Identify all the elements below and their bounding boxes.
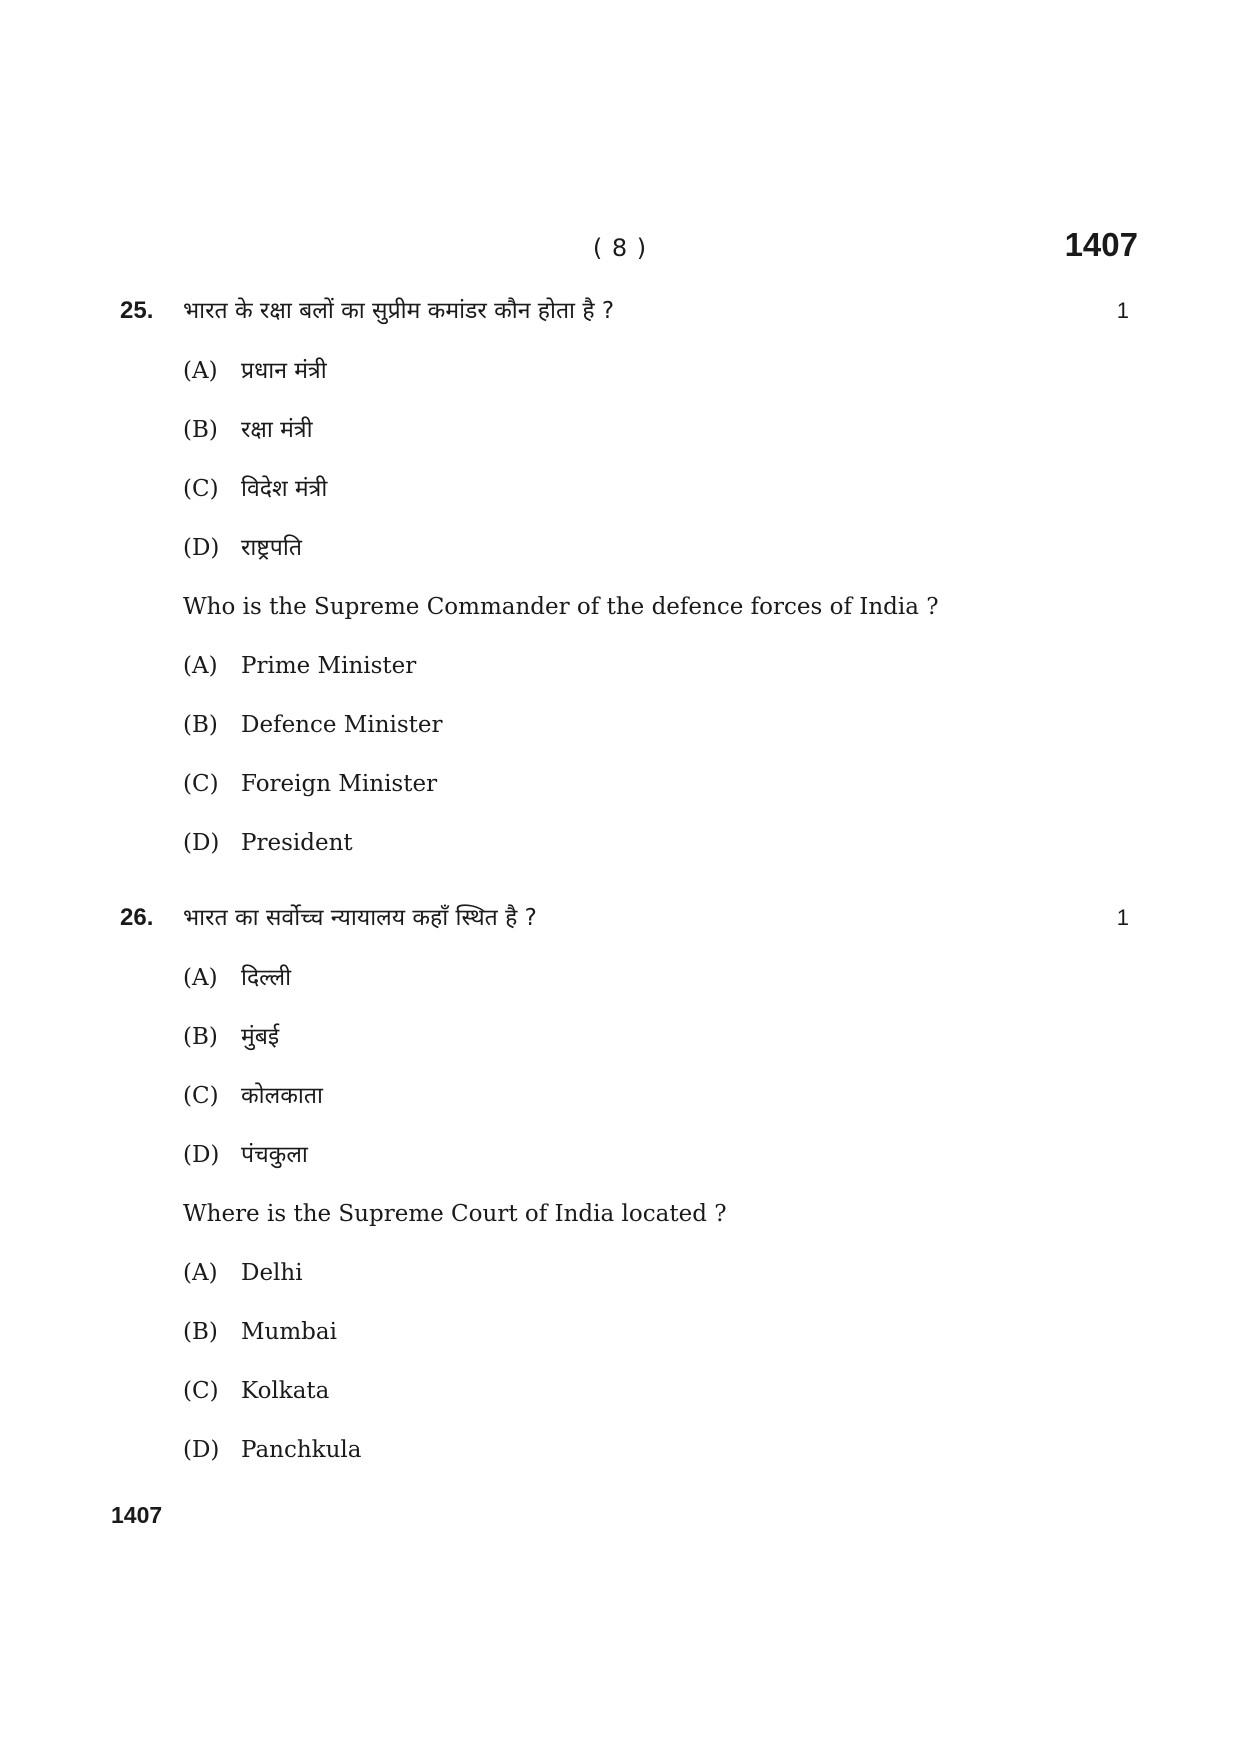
option-text: राष्ट्रपति	[241, 535, 302, 561]
option-hindi-b	[183, 1020, 279, 1054]
option-text: Defence Minister	[241, 712, 443, 738]
option-english-b	[183, 1315, 337, 1349]
paper-code-footer: 1407	[111, 1502, 163, 1528]
question-marks: 1	[1116, 905, 1129, 930]
option-text: मुंबई	[241, 1024, 280, 1050]
option-hindi-a	[183, 354, 327, 388]
question-text-hindi: भारत के रक्षा बलों का सुप्रीम कमांडर कौन होता है ?	[183, 298, 615, 324]
option-letter: (A)	[183, 1260, 218, 1286]
option-text: प्रधान मंत्री	[241, 358, 327, 384]
option-letter: (A)	[183, 965, 218, 991]
question-marks: 1	[1116, 298, 1129, 323]
option-text: Kolkata	[241, 1378, 330, 1404]
option-text: दिल्ली	[241, 965, 292, 991]
option-text: विदेश मंत्री	[241, 476, 328, 502]
option-english-a	[183, 649, 416, 683]
option-letter: (C)	[183, 476, 219, 502]
option-letter: (A)	[183, 358, 218, 384]
option-text: Prime Minister	[241, 653, 417, 679]
option-english-b	[183, 708, 443, 742]
option-english-c	[183, 767, 437, 801]
option-text: President	[241, 830, 353, 856]
option-text: रक्षा मंत्री	[241, 417, 313, 443]
option-hindi-d	[183, 1138, 308, 1172]
option-letter: (C)	[183, 1083, 219, 1109]
option-letter: (D)	[183, 535, 220, 561]
question-text-hindi: भारत का सर्वोच्च न्यायालय कहाँ स्थित है ?	[183, 905, 537, 931]
option-hindi-a	[183, 961, 291, 995]
option-english-a	[183, 1256, 303, 1290]
option-text: पंचकुला	[241, 1142, 308, 1168]
page-number: ( 8 )	[592, 234, 648, 262]
option-letter: (B)	[183, 712, 218, 738]
option-hindi-c	[183, 1079, 323, 1113]
option-letter: (D)	[183, 830, 220, 856]
option-english-c	[183, 1374, 329, 1408]
option-letter: (D)	[183, 1437, 220, 1463]
option-text: Delhi	[241, 1260, 303, 1286]
option-letter: (B)	[183, 417, 218, 443]
option-letter: (D)	[183, 1142, 220, 1168]
option-hindi-d	[183, 531, 302, 565]
question-number: 25.	[120, 297, 154, 324]
option-text: Foreign Minister	[241, 771, 438, 797]
question-text-english: Where is the Supreme Court of India located ?	[183, 1201, 727, 1227]
option-letter: (C)	[183, 771, 219, 797]
option-letter: (A)	[183, 653, 218, 679]
option-letter: (B)	[183, 1024, 218, 1050]
option-hindi-b	[183, 413, 313, 447]
option-english-d	[183, 1433, 361, 1467]
option-letter: (B)	[183, 1319, 218, 1345]
option-letter: (C)	[183, 1378, 219, 1404]
question-number: 26.	[120, 904, 154, 931]
option-text: Mumbai	[241, 1319, 337, 1345]
option-english-d	[183, 826, 353, 860]
option-hindi-c	[183, 472, 327, 506]
option-text: Panchkula	[241, 1437, 362, 1463]
paper-code-header: 1407	[1064, 226, 1138, 263]
question-text-english: Who is the Supreme Commander of the defence forces of India ?	[183, 594, 939, 620]
option-text: कोलकाता	[241, 1083, 323, 1109]
